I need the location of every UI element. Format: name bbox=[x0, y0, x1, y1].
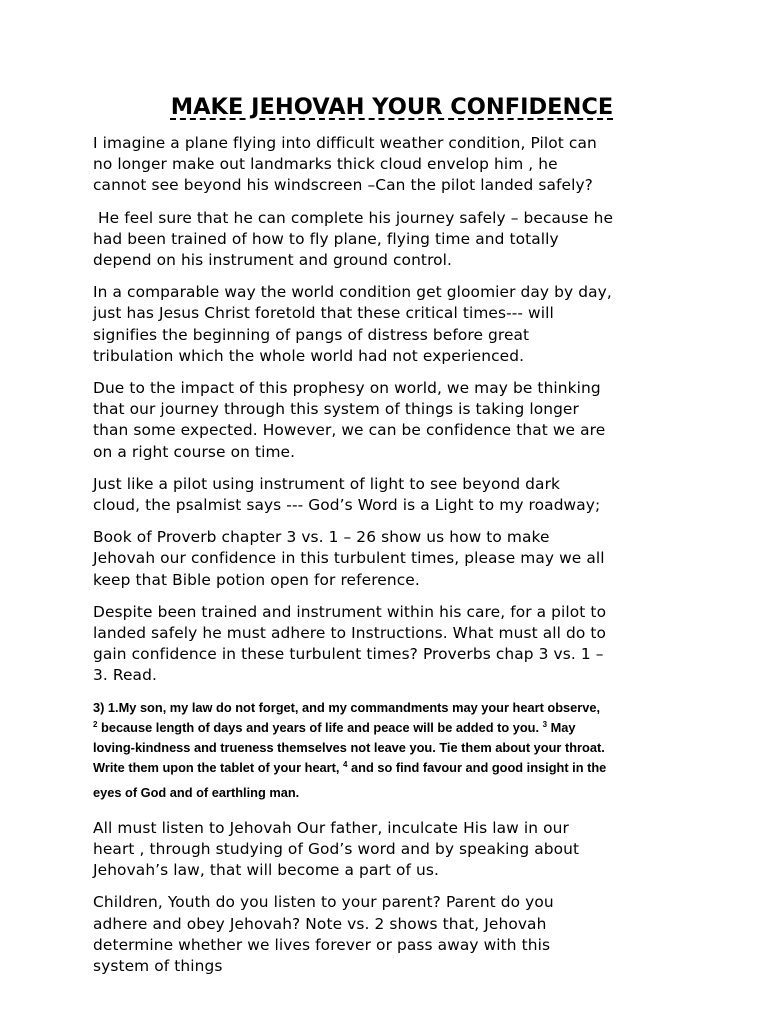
verse-number: 3 bbox=[542, 719, 548, 729]
text-line: depend on his instrument and ground control. bbox=[93, 251, 453, 270]
text-line: cloud, the psalmist says --- God’s Word is a Light to my roadway; bbox=[93, 496, 601, 515]
verse-line: loving-kindness and trueness themselves not leave you. Tie them about your throat. bbox=[93, 740, 605, 756]
text-line: Despite been trained and instrument within his care, for a pilot to bbox=[93, 602, 607, 621]
paragraph-9 bbox=[93, 892, 683, 977]
document-title: MAKE JEHOVAH YOUR CONFIDENCE bbox=[170, 94, 614, 120]
paragraph-6 bbox=[93, 527, 683, 591]
text-line: keep that Bible potion open for reference. bbox=[93, 570, 420, 589]
text-line: gain confidence in these turbulent times? Proverbs chap 3 vs. 1 – bbox=[93, 645, 604, 664]
verse-number: 4 bbox=[343, 760, 348, 770]
text-line: I imagine a plane flying into difficult weather condition, Pilot can bbox=[93, 134, 597, 152]
verse-line: $^2$ because length of days and years of life and peace will be added to you. $^3$ May bbox=[93, 719, 576, 735]
text-line: 3. Read. bbox=[93, 666, 157, 685]
text-line: Children, Youth do you listen to your parent? Parent do you bbox=[93, 893, 554, 912]
paragraph-3 bbox=[93, 282, 683, 367]
text-line: cannot see beyond his windscreen –Can the pilot landed safely? bbox=[93, 176, 593, 195]
paragraph-5 bbox=[93, 474, 683, 516]
paragraph-4 bbox=[93, 378, 683, 463]
paragraph-2 bbox=[93, 208, 683, 272]
text-line: just has Jesus Christ foretold that these critical times--- will bbox=[93, 304, 554, 323]
paragraph-7 bbox=[93, 602, 683, 687]
text-line: system of things bbox=[93, 956, 223, 975]
text-line: no longer make out landmarks thick cloud envelop him , he bbox=[93, 155, 558, 174]
text-line: landed safely he must adhere to Instructions. What must all do to bbox=[93, 624, 606, 643]
text-line: than some expected. However, we can be confidence that we are bbox=[93, 421, 606, 440]
text-line: adhere and obey Jehovah? Note vs. 2 shows that, Jehovah bbox=[93, 914, 547, 933]
document-page bbox=[93, 93, 683, 988]
text-line: heart , through studying of God’s word and by speaking about bbox=[93, 839, 580, 858]
paragraph-1 bbox=[93, 133, 683, 197]
scripture-quote bbox=[93, 698, 683, 804]
text-line: signifies the beginning of pangs of distress before great bbox=[93, 325, 530, 344]
text-line: tribulation which the whole world had not experienced. bbox=[93, 346, 525, 365]
text-line: All must listen to Jehovah Our father, inculcate His law in our bbox=[93, 818, 569, 837]
text-line: determine whether we lives forever or pass away with this bbox=[93, 935, 551, 954]
text-line: that our journey through this system of things is taking longer bbox=[93, 400, 579, 419]
text-line: Due to the impact of this prophesy on world, we may be thinking bbox=[93, 379, 601, 398]
verse-line: 3) 1.My son, my law do not forget, and my commandments may your heart observe, bbox=[93, 699, 601, 715]
text-line: Jehovah’s law, that will become a part of us. bbox=[93, 861, 439, 880]
verse-line: Write them upon the tablet of your heart, $^4$ and so find favour and good insight in the bbox=[93, 760, 607, 776]
verse-number: 2 bbox=[93, 719, 98, 729]
text-line: Just like a pilot using instrument of light to see beyond dark bbox=[93, 474, 561, 493]
text-line: He feel sure that he can complete his journey safely – because he bbox=[93, 208, 614, 227]
text-line: In a comparable way the world condition get gloomier day by day, bbox=[93, 283, 612, 302]
text-line: on a right course on time. bbox=[93, 442, 296, 461]
text-line: Jehovah our confidence in this turbulent times, please may we all bbox=[93, 549, 605, 568]
text-line: had been trained of how to fly plane, flying time and totally bbox=[93, 229, 559, 248]
text-line: Book of Proverb chapter 3 vs. 1 – 26 show us how to make bbox=[93, 528, 550, 547]
verse-line: eyes of God and of earthling man. bbox=[93, 785, 300, 801]
paragraph-8 bbox=[93, 818, 683, 882]
